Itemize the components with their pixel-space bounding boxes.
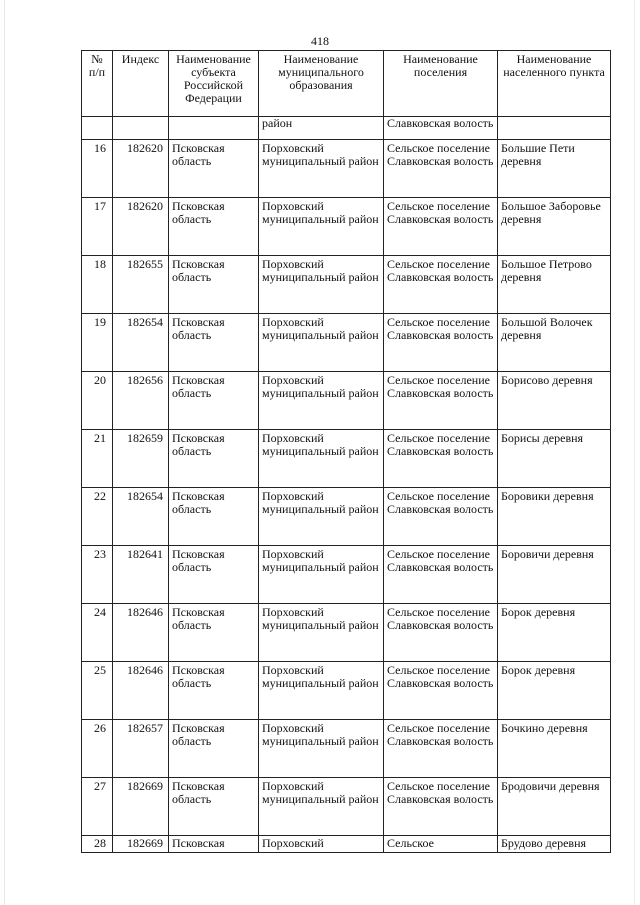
cell-municipality: Порховский муниципальный район	[259, 372, 384, 430]
cell-subject: Псковская область	[169, 198, 259, 256]
cell-number: 20	[82, 372, 113, 430]
cell-municipality: Порховский муниципальный район	[259, 430, 384, 488]
cell-municipality: Порховский	[259, 836, 384, 853]
cell-settlement: Сельское поселение Славковская волость	[384, 372, 498, 430]
cell-subject: Псковская область	[169, 488, 259, 546]
table-row	[82, 314, 611, 372]
cell-subject: Псковская область	[169, 372, 259, 430]
cell-locality: Борок деревня	[498, 604, 611, 662]
cell-index: 182646	[113, 604, 169, 662]
table-row	[82, 662, 611, 720]
table-row	[82, 430, 611, 488]
table-row	[82, 372, 611, 430]
cell-locality: Боровики деревня	[498, 488, 611, 546]
cell-settlement: Сельское поселение Славковская волость	[384, 488, 498, 546]
cell-municipality: Порховский муниципальный район	[259, 256, 384, 314]
cell-settlement: Сельское	[384, 836, 498, 853]
cell-index: 182669	[113, 778, 169, 836]
header-municipality: Наименование муниципального образования	[259, 51, 384, 117]
cell-number: 18	[82, 256, 113, 314]
cell-settlement: Сельское поселение Славковская волость	[384, 256, 498, 314]
cell-index: 182657	[113, 720, 169, 778]
cell-index	[113, 117, 169, 140]
table-row-last	[82, 836, 611, 853]
cell-locality: Большое Заборовье деревня	[498, 198, 611, 256]
table-row	[82, 720, 611, 778]
cell-settlement: Сельское поселение Славковская волость	[384, 140, 498, 198]
scan-edge-left	[4, 0, 5, 905]
cell-number: 23	[82, 546, 113, 604]
cell-subject: Псковская область	[169, 314, 259, 372]
header-number: № п/п	[82, 51, 113, 117]
cell-locality: Бочкино деревня	[498, 720, 611, 778]
cell-subject: Псковская область	[169, 662, 259, 720]
cell-number: 21	[82, 430, 113, 488]
cell-number: 17	[82, 198, 113, 256]
table-row	[82, 140, 611, 198]
cell-subject: Псковская область	[169, 546, 259, 604]
cell-municipality: Порховский муниципальный район	[259, 314, 384, 372]
cell-subject: Псковская область	[169, 720, 259, 778]
cell-settlement: Сельское поселение Славковская волость	[384, 778, 498, 836]
header-settlement: Наименование поселения	[384, 51, 498, 117]
cell-municipality: Порховский муниципальный район	[259, 546, 384, 604]
cell-settlement: Сельское поселение Славковская волость	[384, 604, 498, 662]
cell-settlement: Сельское поселение Славковская волость	[384, 430, 498, 488]
scan-edge-right	[634, 0, 635, 905]
cell-index: 182654	[113, 488, 169, 546]
cell-subject	[169, 117, 259, 140]
header-locality: Наименование населенного пункта	[498, 51, 611, 117]
header-subject: Наименование субъекта Российской Федерации	[169, 51, 259, 117]
cell-index: 182655	[113, 256, 169, 314]
cell-settlement: Сельское поселение Славковская волость	[384, 198, 498, 256]
header-index: Индекс	[113, 51, 169, 117]
cell-municipality: Порховский муниципальный район	[259, 778, 384, 836]
cell-index: 182646	[113, 662, 169, 720]
cell-locality: Большое Петрово деревня	[498, 256, 611, 314]
cell-number: 22	[82, 488, 113, 546]
table-header-row	[82, 51, 611, 117]
cell-index: 182620	[113, 198, 169, 256]
cell-locality: Большой Волочек деревня	[498, 314, 611, 372]
cell-locality: Бродовичи деревня	[498, 778, 611, 836]
cell-locality: Борисово деревня	[498, 372, 611, 430]
table-row	[82, 604, 611, 662]
cell-number	[82, 117, 113, 140]
cell-index: 182659	[113, 430, 169, 488]
page-number: 418	[311, 34, 329, 48]
cell-subject: Псковская	[169, 836, 259, 853]
cell-subject: Псковская область	[169, 256, 259, 314]
cell-settlement: Сельское поселение Славковская волость	[384, 662, 498, 720]
cell-subject: Псковская область	[169, 430, 259, 488]
cell-index: 182641	[113, 546, 169, 604]
cell-number: 27	[82, 778, 113, 836]
table-row	[82, 546, 611, 604]
cell-municipality: район	[259, 117, 384, 140]
cell-municipality: Порховский муниципальный район	[259, 662, 384, 720]
cell-subject: Псковская область	[169, 604, 259, 662]
cell-subject: Псковская область	[169, 778, 259, 836]
cell-settlement: Славковская волость	[384, 117, 498, 140]
table-row	[82, 778, 611, 836]
cell-municipality: Порховский муниципальный район	[259, 198, 384, 256]
cell-locality: Большие Пети деревня	[498, 140, 611, 198]
cell-index: 182669	[113, 836, 169, 853]
cell-index: 182654	[113, 314, 169, 372]
cell-municipality: Порховский муниципальный район	[259, 488, 384, 546]
cell-number: 24	[82, 604, 113, 662]
continuation-row	[82, 117, 611, 140]
cell-index: 182656	[113, 372, 169, 430]
settlements-table	[81, 50, 611, 853]
cell-locality	[498, 117, 611, 140]
table-row	[82, 256, 611, 314]
cell-locality: Боровичи деревня	[498, 546, 611, 604]
cell-locality: Борок деревня	[498, 662, 611, 720]
cell-index: 182620	[113, 140, 169, 198]
cell-number: 26	[82, 720, 113, 778]
cell-number: 19	[82, 314, 113, 372]
cell-municipality: Порховский муниципальный район	[259, 604, 384, 662]
cell-municipality: Порховский муниципальный район	[259, 720, 384, 778]
cell-settlement: Сельское поселение Славковская волость	[384, 720, 498, 778]
cell-subject: Псковская область	[169, 140, 259, 198]
cell-settlement: Сельское поселение Славковская волость	[384, 314, 498, 372]
cell-locality: Брудово деревня	[498, 836, 611, 853]
cell-number: 16	[82, 140, 113, 198]
cell-number: 28	[82, 836, 113, 853]
table-row	[82, 198, 611, 256]
table-row	[82, 488, 611, 546]
cell-locality: Борисы деревня	[498, 430, 611, 488]
cell-municipality: Порховский муниципальный район	[259, 140, 384, 198]
cell-number: 25	[82, 662, 113, 720]
cell-settlement: Сельское поселение Славковская волость	[384, 546, 498, 604]
